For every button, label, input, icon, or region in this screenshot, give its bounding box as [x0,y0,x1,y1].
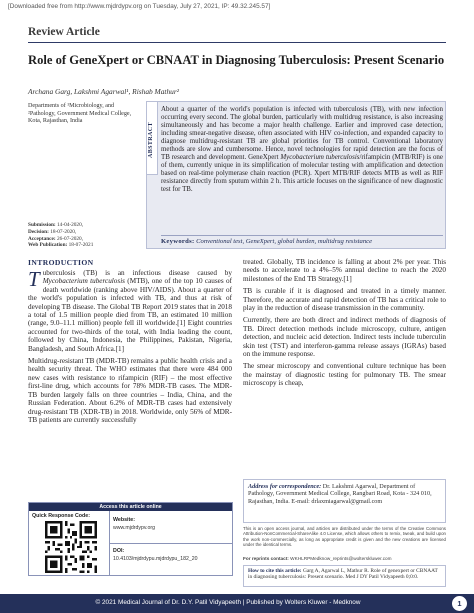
footer-copyright: © 2021 Medical Journal of Dr. D.Y. Patil Vidyapeeth | Published by Wolters Kluwer - Medknow [95,599,361,606]
reprints-line: For reprints contact: WKHLRPMedknow_reprints@wolterskluwer.com [243,556,392,561]
drop-cap: T [28,267,40,291]
right-paragraph-3: Currently, there are both direct and indirect methods of diagnosis of TB. Direct detection methods include microscopy, culture, antigen detection, and nucleic acid detection. Indirect tests include tuberculin skin test (TST) and interferon-gamma release assays (IGRAs) based on the immune response. [243,316,446,359]
access-hrule [109,543,232,544]
cite-label: How to cite this article: [248,568,302,574]
keywords-label: Keywords: [161,238,195,245]
access-online-box [28,502,233,576]
reprints-email[interactable]: WKHLRPMedknow_reprints@wolterskluwer.com [288,556,392,561]
access-header: Access this article online [29,503,232,511]
keywords [161,238,443,245]
article-type: Review Article [28,26,100,38]
correspondence-box [243,479,446,523]
abstract-label: ABSTRACT [148,122,154,158]
keywords-rule [161,235,443,236]
website-link[interactable]: www.mjdrdypv.org [113,525,155,531]
qr-label: Quick Response Code: [32,513,90,519]
affiliations: Departments of ¹Microbiology, and ²Pathology, Government Medical College, Kota, Rajasthan, India [28,103,132,125]
right-paragraph-2: TB is curable if it is diagnosed and treated in a timely manner. Therefore, the accurate and rapid detection of TB has a critical role to play in the reduction of disease transmission in the community. [243,287,446,313]
license-text: This is an open access journal, and articles are distributed under the terms of the Creative Commons Attribution-NonCommercial-ShareAlike 4.0 License, which allows others to remix, tweak, and build upon the work non-commercially, as long as appropriate credit is given and the new creations are licensed under the identical terms. [243,526,446,547]
article-title: Role of GeneXpert or CBNAAT in Diagnosing Tuberculosis: Present Scenario [28,53,445,67]
date-submission: Submission: 14-04-2020, [28,222,84,228]
date-decision: Decision: 18-07-2020, [28,228,77,235]
abstract-tab [147,102,158,175]
intro-heading: INTRODUCTION [28,258,94,267]
keywords-list: Conventional test, GeneXpert, global burden, multidrug resistance [196,238,372,245]
page-number: 1 [452,596,467,611]
website-label: Website: [113,517,135,523]
left-column [28,258,232,428]
correspondence-text: Dr. Lakshmi Agarwal, Department of Pathology, Government Medical College, Rangbari Road, Kota - 324 010, Rajasthan, India. E-mail: drlaxmiagarwal@gmail.com [248,483,432,505]
footer-bar [0,594,474,613]
intro-paragraph-1: Tuberculosis (TB) is an infectious disease caused by Mycobacterium tuberculosis (MTB), one of the top 10 causes of death worldwide (ranking above HIV/AIDS). About a quarter of the world's population is infected with TB, and thus at risk of developing TB disease. The Global TB Report 2019 states that in 2018 a total of 1.5 million people died from TB, an estimated 10 million (range, 9.0–11.1 million) people fell ill worldwide.[1] Eight countries accounted for two-thirds of the total, with India leading the count, followed by China, Indonesia, the Philippines, Pakistan, Nigeria, Bangladesh, and South Africa.[1] [28,267,232,353]
doi-label: DOI: [113,548,125,554]
authors: Archana Garg, Lakshmi Agarwal¹, Rishab Mathur² [28,87,179,96]
intro-paragraph-2: Multidrug-resistant TB (MDR-TB) remains a public health crisis and a health security threat. The WHO estimates that there were 484 000 new cases with resistance to rifampicin (RIF) – the most effective first-line drug, which accounts for 78% MDR-TB cases. The MDR-TB burden largely falls on three countries – India, China, and the Russian Federation. About 6.2% of MDR-TB cases had extensively drug-resistant TB (XDR-TB) in 2018. Worldwide, only 56% of MDR-TB patients are currently successfully [28,357,232,424]
right-column [243,258,446,392]
article-dates [28,222,140,249]
how-to-cite-box [243,565,446,587]
abstract-text: About a quarter of the world's population is infected with tuberculosis (TB), with new infection occurring every second. The global burden, particularly with multidrug resistance, is also increasing simultaneously and has become a major health challenge. Earlier and improved case detection, including smear-negative disease, often associated with HIV co-infection, and expanded capacity to diagnose multidrug-resistant TB are global priorities for TB control. Conventional laboratory methods are slow and cumbersome. Hence, novel technologies for rapid detection are the focus of TB research and development. GeneXpert Mycobacterium tuberculosis/rifampicin (MTB/RIF) is one of them, currently unique in its simplification of molecular testing with amplification and detection based on real-time polymerase chain reaction (PCR). Xpert MTB/RIF detects MTB as well as RIF resistance directly from sputum within 2 h. This article focuses on the significance of new diagnostic test for TB. [161,105,443,193]
right-paragraph-4: The smear microscopy and conventional culture technique has been the mainstay of diagnostic testing for pulmonary TB. The smear microscopy is cheap, [243,362,446,388]
correspondence-label: Address for correspondence: [248,483,322,490]
right-paragraph-1: treated. Globally, TB incidence is falling at about 2% per year. This needs to accelerate to a 4%–5% annual decline to reach the 2020 milestones of the End TB Strategy.[1] [243,258,446,283]
doi-link[interactable]: 10.4103/mjdrdypu.mjdrdypu_182_20 [113,556,198,562]
date-web-publication: Web Publication: 18-07-2021 [28,242,94,249]
header-rule [28,42,446,43]
cite-text: Garg A, Agarwal L, Mathur R. Role of genexpert or CBNAAT in diagnosing tuberculosis: Present scenario. Med J DY Patil Vidyapeeth 0;0:0. [248,568,438,581]
qr-code-icon[interactable] [45,521,97,573]
date-acceptance: Acceptance: 26-07-2020, [28,235,84,242]
download-banner: [Downloaded free from http://www.mjdrdypv.org on Tuesday, July 27, 2021, IP: 49.32.245.57] [8,3,271,10]
abstract-box [146,101,446,249]
